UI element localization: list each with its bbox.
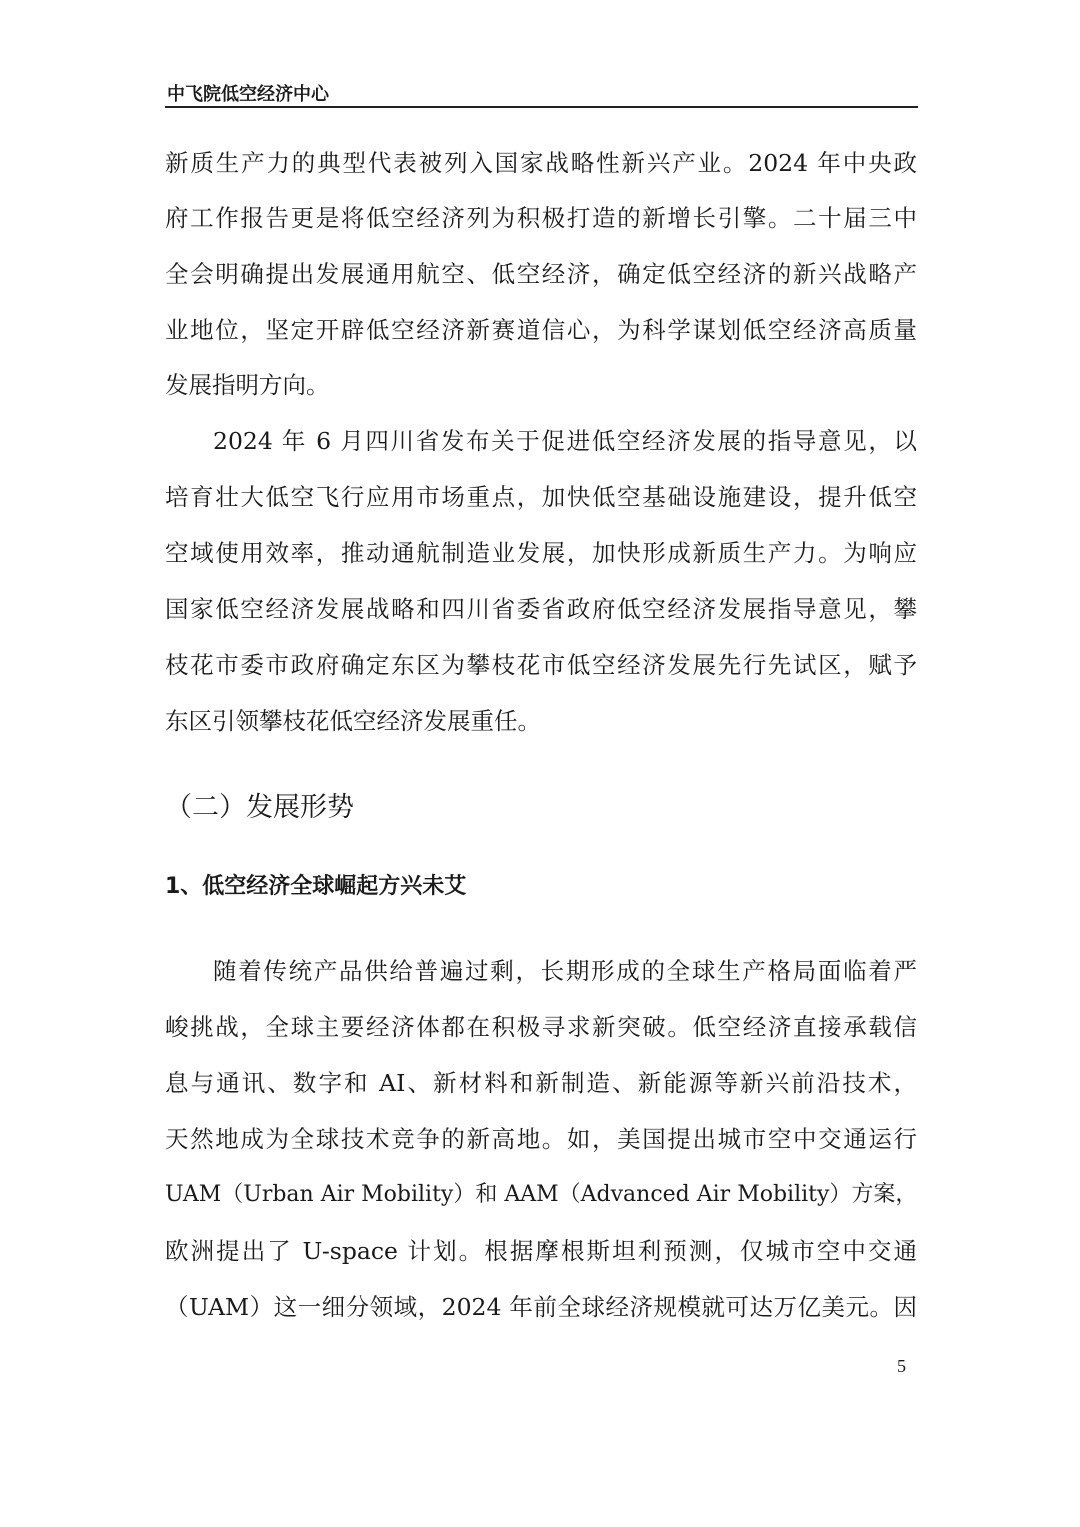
paragraph-line: 天然地成为全球技术竞争的新高地。如，美国提出城市空中交通运行 bbox=[165, 1125, 917, 1153]
paragraph-line: 全会明确提出发展通用航空、低空经济，确定低空经济的新兴战略产 bbox=[165, 260, 917, 288]
paragraph-line: 新质生产力的典型代表被列入国家战略性新兴产业。2024 年中央政 bbox=[165, 149, 917, 177]
subsection-heading: 1、低空经济全球崛起方兴未艾 bbox=[165, 874, 467, 899]
paragraph-line: 峻挑战，全球主要经济体都在积极寻求新突破。低空经济直接承载信 bbox=[165, 1013, 917, 1041]
paragraph-line: （UAM）这一细分领域，2024 年前全球经济规模就可达万亿美元。因 bbox=[165, 1293, 917, 1321]
paragraph-line: 培育壮大低空飞行应用市场重点，加快低空基础设施建设，提升低空 bbox=[165, 483, 917, 511]
header-title: 中飞院低空经济中心 bbox=[167, 84, 329, 105]
paragraph-line: 业地位，坚定开辟低空经济新赛道信心，为科学谋划低空经济高质量 bbox=[165, 316, 917, 344]
paragraph-line: 发展指明方向。 bbox=[165, 371, 330, 399]
paragraph-line: 枝花市委市政府确定东区为攀枝花市低空经济发展先行先试区，赋予 bbox=[165, 651, 917, 679]
paragraph-line: 欧洲提出了 U-space 计划。根据摩根斯坦利预测，仅城市空中交通 bbox=[165, 1237, 917, 1265]
paragraph-line: 国家低空经济发展战略和四川省委省政府低空经济发展指导意见，攀 bbox=[165, 595, 917, 623]
paragraph-line: 随着传统产品供给普遍过剩，长期形成的全球生产格局面临着严 bbox=[213, 957, 917, 985]
section-heading: （二）发展形势 bbox=[165, 792, 354, 823]
page-header bbox=[165, 76, 918, 108]
paragraph-line: 东区引领攀枝花低空经济发展重任。 bbox=[165, 707, 541, 735]
paragraph-line: 2024 年 6 月四川省发布关于促进低空经济发展的指导意见，以 bbox=[213, 427, 917, 455]
paragraph-line: 息与通讯、数字和 AI、新材料和新制造、新能源等新兴前沿技术， bbox=[165, 1069, 917, 1097]
paragraph-line: 空域使用效率，推动通航制造业发展，加快形成新质生产力。为响应 bbox=[165, 539, 917, 567]
paragraph-line: UAM（Urban Air Mobility）和 AAM（Advanced Air Mobility）方案， bbox=[165, 1182, 918, 1207]
page-number: 5 bbox=[897, 1356, 906, 1376]
paragraph-line: 府工作报告更是将低空经济列为积极打造的新增长引擎。二十届三中 bbox=[165, 204, 917, 232]
